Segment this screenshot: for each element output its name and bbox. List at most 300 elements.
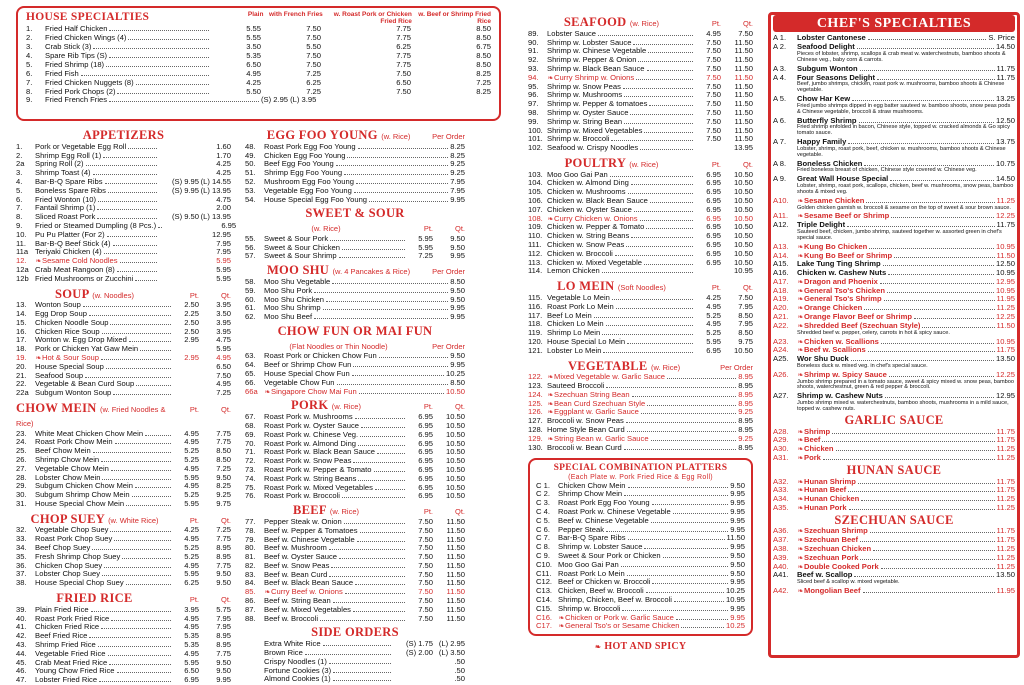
- item-number: 55.: [245, 233, 256, 243]
- dot-leader: [344, 523, 405, 524]
- dot-leader: [630, 114, 693, 115]
- item-number: 54.: [245, 194, 256, 204]
- item-price-pint: 4.95: [184, 463, 199, 473]
- item-name: Mixed Vegetable w. Garlic Sauce: [554, 372, 666, 382]
- item-name: Lobster Sauce: [547, 28, 596, 38]
- pepper-icon: ❧: [797, 243, 804, 251]
- item-name: Hot & Sour Soup: [42, 353, 99, 363]
- item-number: 64.: [245, 360, 256, 370]
- dot-leader: [638, 61, 693, 62]
- item-name: Roast Pork Egg Foo Young: [264, 141, 356, 151]
- dot-leader: [624, 449, 737, 450]
- item-name: Mongolian Beef: [804, 586, 861, 596]
- item-price-pint: 6.95: [418, 464, 433, 474]
- item-description: Golden chicken garnish w. broccoli & sesame on the top of sweet & sour brown sauce.: [797, 204, 1011, 211]
- item-name: Beef w. Scallions: [804, 345, 866, 355]
- item-name: Great Wall House Special: [797, 174, 889, 184]
- item-number: C 3.: [536, 498, 550, 508]
- dot-leader: [99, 681, 171, 682]
- item-price: 8.25: [450, 141, 465, 151]
- item-name: Fried Mushrooms or Zucchini: [35, 273, 134, 283]
- item-name: Seafood Soup: [35, 370, 84, 380]
- item-price-pint: 6.95: [706, 345, 721, 355]
- item-price-pint: 4.95: [706, 319, 721, 329]
- item-price-pint: 7.50: [706, 107, 721, 117]
- item-name: Shrimp w. Broccoli: [558, 603, 621, 613]
- item-number: 85.: [245, 587, 256, 597]
- item-price-quart: 4.95: [216, 379, 231, 389]
- item-name: Wonton w. Egg Drop Mixed: [35, 335, 127, 345]
- pepper-icon: ❧: [797, 563, 804, 571]
- item-price: 8.95: [738, 389, 753, 399]
- item-number: A 9.: [773, 174, 787, 184]
- dot-leader: [129, 341, 171, 342]
- item-name: Beef w. Black Bean Sauce: [264, 578, 354, 588]
- item-number: C 1.: [536, 480, 550, 490]
- item-price-quart: .50: [454, 656, 465, 666]
- item-number: A13.: [773, 241, 789, 251]
- item-name: Chicken w. Broccoli: [547, 248, 613, 258]
- item-number: 94.: [528, 72, 539, 82]
- dot-leader: [107, 236, 157, 237]
- item-number: 29.: [16, 481, 27, 491]
- item-number: C17.: [536, 621, 553, 631]
- item-price-pint: 2.50: [184, 317, 199, 327]
- dot-leader: [611, 140, 693, 141]
- item-name: Seafood w. Crispy Noodles: [547, 143, 639, 153]
- item-number: 72.: [245, 456, 256, 466]
- dot-leader: [89, 315, 171, 316]
- item-price-pint: 5.25: [184, 551, 199, 561]
- pepper-icon: ❧: [797, 537, 804, 545]
- item-number: 65.: [245, 369, 256, 379]
- menu-item-row: [245, 388, 465, 397]
- item-number: 41.: [16, 622, 27, 632]
- item-number: 129.: [528, 433, 543, 443]
- item-name: Chicken w. Snow Peas: [547, 240, 625, 250]
- pepper-icon: ❧: [797, 546, 804, 554]
- dot-leader: [122, 558, 171, 559]
- item-number: 37.: [16, 569, 27, 579]
- item-price-pint: 7.50: [706, 72, 721, 82]
- item-name: Beef w. Oyster Sauce: [264, 552, 338, 562]
- item-price: 9.95: [730, 515, 745, 525]
- item-price-pint: 5.95: [418, 233, 433, 243]
- item-number: 38.: [16, 578, 27, 588]
- item-price: 9.50: [450, 285, 465, 295]
- item-price-pint: 4.25: [706, 292, 721, 302]
- item-price: 10.95: [995, 268, 1015, 278]
- dot-leader: [358, 148, 449, 149]
- item-price-pint: 7.50: [418, 525, 433, 535]
- pepper-icon: ❧: [797, 278, 804, 286]
- beef-col-pt: Pt.: [423, 507, 433, 517]
- item-price: 7.50: [306, 33, 321, 43]
- item-price-pint: 7.50: [418, 560, 433, 570]
- item-price-quart: 7.75: [216, 648, 231, 658]
- item-name: Subgum Wonton: [797, 63, 858, 73]
- item-price: 9.50: [450, 294, 465, 304]
- item-price: 11.95: [996, 294, 1015, 304]
- lo-mein-title: LO MEIN: [557, 279, 615, 294]
- dot-leader: [339, 257, 405, 258]
- menu-item-row: [16, 500, 231, 509]
- item-price-pint: 7.50: [418, 596, 433, 606]
- item-number: 92.: [528, 55, 539, 65]
- item-number: 26.: [16, 454, 27, 464]
- pork-col-pt: Pt.: [423, 402, 433, 412]
- item-number: A34.: [773, 494, 789, 504]
- item-number: 107.: [528, 204, 543, 214]
- item-price: 9.25: [738, 407, 753, 417]
- item-number: A 3.: [773, 63, 787, 73]
- item-price: 6.75: [476, 42, 491, 52]
- item-price-quart: 7.75: [216, 428, 231, 438]
- dot-leader: [132, 496, 171, 497]
- item-price: 5.55: [246, 33, 261, 43]
- dot-leader: [126, 505, 171, 506]
- item-name: House Special Egg Foo Young: [264, 194, 368, 204]
- item-price-quart: 5.95: [216, 256, 231, 266]
- item-name: Fantail Shrimp (1): [35, 203, 96, 213]
- item-name: Roast Pork Lo Mein: [558, 568, 625, 578]
- col-fries: with French Fries: [268, 11, 323, 18]
- item-price-pint: 6.95: [706, 169, 721, 179]
- dot-leader: [110, 324, 171, 325]
- item-number: 109.: [528, 222, 543, 232]
- item-name: Vegetable Fried Rice: [35, 648, 106, 658]
- dot-leader: [329, 576, 405, 577]
- item-price-pint: (S) 1.75: [405, 639, 433, 649]
- pepper-icon: ❧: [547, 391, 554, 399]
- item-price: 11.75: [996, 526, 1015, 536]
- item-name: Szechuan Beef: [804, 535, 859, 545]
- item-number: A 7.: [773, 137, 787, 147]
- dot-leader: [135, 280, 157, 281]
- szechuan-title: SZECHUAN SAUCE: [834, 512, 954, 527]
- egg-foo-young-col: Per Order: [432, 132, 465, 141]
- menu-item-row: [16, 389, 231, 398]
- item-price-pint: 6.95: [706, 213, 721, 223]
- item-name: Orange Chicken: [804, 303, 863, 313]
- item-number: 3.: [16, 168, 23, 178]
- item-number: A33.: [773, 485, 789, 495]
- dot-leader: [358, 445, 405, 446]
- pepper-icon: ❧: [797, 588, 804, 596]
- dot-leader: [355, 418, 405, 419]
- item-price: 7.95: [450, 176, 465, 186]
- item-name: Roast Pork w. Mushrooms: [264, 412, 353, 422]
- dot-leader: [136, 84, 209, 85]
- item-number: 32.: [16, 525, 27, 535]
- moo-shu-title: MOO SHU: [266, 263, 330, 278]
- item-price-pint: 6.95: [706, 240, 721, 250]
- item-number: 12.: [16, 256, 27, 266]
- item-price-quart: 11.50: [446, 613, 465, 623]
- item-name: Beef w. Snow Peas: [264, 560, 330, 570]
- item-price-pint: 4.95: [706, 301, 721, 311]
- dot-leader: [97, 209, 157, 210]
- item-price: 7.95: [450, 185, 465, 195]
- item-number: 105.: [528, 187, 543, 197]
- house-specialties-list: [26, 25, 491, 105]
- item-price-quart: 1.60: [216, 141, 231, 151]
- dot-leader: [628, 193, 694, 194]
- item-name: House Special Chow Fun: [264, 369, 350, 379]
- item-price: 9.50: [730, 568, 745, 578]
- dot-leader: [102, 575, 171, 576]
- dot-leader: [379, 357, 449, 358]
- item-name: Sliced Roast Pork: [35, 212, 96, 222]
- item-number: 87.: [245, 604, 256, 614]
- item-price-quart: 7.25: [216, 388, 231, 398]
- item-name: Four Seasons Delight: [797, 72, 876, 82]
- item-price-pint: 2.95: [184, 353, 199, 363]
- item-price-pint: 7.50: [706, 99, 721, 109]
- dot-leader: [333, 680, 391, 681]
- dot-leader: [93, 48, 209, 49]
- dot-leader: [355, 584, 405, 585]
- item-price-quart: 11.50: [734, 72, 753, 82]
- egg-foo-young-section: [245, 129, 465, 204]
- item-number: 49.: [245, 150, 256, 160]
- chow-mein-title: CHOW MEIN: [16, 401, 97, 416]
- item-price: 9.95: [730, 524, 745, 534]
- item-name: Shrimp Chow Mein: [558, 489, 623, 499]
- item-price-quart: 10.50: [733, 187, 753, 197]
- appetizers-title: APPETIZERS: [82, 128, 165, 142]
- item-price-pint: 6.95: [184, 675, 199, 685]
- item-number: 12a: [16, 264, 29, 274]
- pepper-icon: ❧: [558, 614, 565, 622]
- item-price: 11.50: [996, 250, 1015, 260]
- item-number: A25.: [773, 354, 789, 364]
- item-number: 99.: [528, 116, 539, 126]
- item-name: Sweet & Sour Shrimp: [264, 251, 337, 261]
- item-price-quart: 1.70: [216, 150, 231, 160]
- item-name: Bar-B-Q Spare Ribs: [558, 533, 626, 543]
- item-number: 70.: [245, 438, 256, 448]
- dot-leader: [663, 557, 729, 558]
- item-price-quart: 9.75: [738, 336, 753, 346]
- item-price-pint: 6.95: [418, 482, 433, 492]
- item-number: 16.: [16, 326, 27, 336]
- item-price: 11.50: [726, 533, 745, 543]
- item-price: 12.25: [995, 369, 1015, 379]
- item-price-pint: 5.95: [184, 498, 199, 508]
- item-number: 108.: [528, 213, 543, 223]
- dot-leader: [98, 201, 157, 202]
- item-number: 61.: [245, 303, 256, 313]
- dot-leader: [114, 540, 171, 541]
- fried-rice-col-pt: Pt.: [189, 595, 199, 605]
- item-name: Shredded Beef (Szechuan Style): [804, 320, 921, 330]
- item-price-pint: 4.95: [184, 613, 199, 623]
- item-price: 11.75: [996, 63, 1015, 73]
- item-number: 46.: [16, 666, 27, 676]
- item-name: Roast Pork w. Pepper & Tomato: [264, 464, 372, 474]
- item-price: 8.95: [738, 372, 753, 382]
- item-name: Chicken Fried Rice: [35, 622, 100, 632]
- item-number: C16.: [536, 612, 553, 622]
- item-price-quart: 10.50: [445, 482, 465, 492]
- item-price-quart: .50: [454, 674, 465, 684]
- dot-leader: [603, 352, 693, 353]
- item-price-quart: 4.25: [216, 159, 231, 169]
- appetizers-section: [16, 128, 237, 284]
- item-name: Fresh Shrimp Chop Suey: [35, 551, 121, 561]
- dot-leader: [622, 610, 728, 611]
- item-price-pint: 6.95: [706, 231, 721, 241]
- item-price-quart: 11.50: [734, 63, 753, 73]
- item-name: Hunan Chicken: [804, 494, 860, 504]
- pepper-icon: ❧: [797, 437, 804, 445]
- item-number: 33.: [16, 534, 27, 544]
- dot-leader: [128, 148, 157, 149]
- item-name: Fried Half Chicken: [45, 24, 108, 34]
- middle-panel: [528, 14, 753, 652]
- item-name: Boneless Spare Ribs: [35, 185, 106, 195]
- item-price: 11.50: [996, 320, 1015, 330]
- item-number: 6.: [26, 68, 33, 78]
- item-number: 69.: [245, 429, 256, 439]
- dot-leader: [115, 443, 171, 444]
- item-name: Beef or Shrimp Chow Fun: [264, 360, 352, 370]
- item-number: A 6.: [773, 115, 787, 125]
- item-name: Chicken w. Pepper & Tomato: [547, 222, 645, 232]
- item-price: 11.25: [996, 544, 1015, 554]
- item-number: C15.: [536, 603, 553, 613]
- item-number: 34.: [16, 543, 27, 553]
- item-name: Beef w. Scallop: [797, 570, 853, 580]
- item-price-quart: 10.50: [733, 169, 753, 179]
- item-name: Shrimp w. Chinese Vegetable: [547, 46, 647, 56]
- item-name: Chicken w. Oyster Sauce: [547, 204, 632, 214]
- dot-leader: [323, 309, 449, 310]
- item-number: A31.: [773, 452, 789, 462]
- item-price-quart: 11.50: [446, 596, 465, 606]
- item-name: House Special Soup: [35, 361, 104, 371]
- item-name: Sauteed Broccoli: [547, 381, 605, 391]
- item-number: 2.: [16, 150, 23, 160]
- item-price: 8.25: [450, 150, 465, 160]
- item-price-pint: 6.95: [418, 491, 433, 501]
- dot-leader: [120, 262, 157, 263]
- item-number: 9.: [26, 95, 33, 105]
- pepper-icon: ❧: [797, 197, 804, 205]
- dot-leader: [93, 174, 157, 175]
- item-number: 93.: [528, 63, 539, 73]
- item-number: 3.: [26, 42, 33, 52]
- item-price-pint: 7.50: [418, 516, 433, 526]
- dot-leader: [631, 237, 693, 238]
- dot-leader: [345, 593, 405, 594]
- item-price: 5.35: [246, 50, 261, 60]
- seafood-sub: (w. Rice): [629, 19, 660, 28]
- item-price: 8.95: [738, 381, 753, 391]
- item-price: 8.25: [476, 86, 491, 96]
- pepper-icon: ❧: [547, 74, 554, 82]
- item-number: 56.: [245, 242, 256, 252]
- item-price-pint: 4.95: [184, 437, 199, 447]
- item-price: 5.50: [246, 86, 261, 96]
- dot-leader: [650, 202, 693, 203]
- item-number: 57.: [245, 251, 256, 261]
- item-number: A32.: [773, 476, 789, 486]
- item-price-pint: 7.50: [706, 81, 721, 91]
- dot-leader: [104, 567, 171, 568]
- item-number: 28.: [16, 472, 27, 482]
- item-name: Shrimp w. Pepper & tomatoes: [547, 99, 648, 109]
- item-price: 7.50: [396, 68, 411, 78]
- item-price: 8.50: [450, 377, 465, 387]
- item-name: Crispy Noodles (1): [264, 656, 327, 666]
- dot-leader: [644, 548, 728, 549]
- item-price: 9.95: [730, 542, 745, 552]
- item-number: A18.: [773, 285, 789, 295]
- fried-rice-section: [16, 592, 231, 685]
- menu-item-row: [16, 275, 231, 284]
- chef-title: CHEF'S SPECIALTIES: [773, 15, 1015, 32]
- item-name: Chicken: [804, 444, 834, 454]
- dot-leader: [612, 299, 693, 300]
- item-price-pint: (S) 9.50: [171, 212, 199, 222]
- item-number: C11.: [536, 568, 552, 578]
- dot-leader: [113, 394, 171, 395]
- item-number: A42.: [773, 586, 789, 596]
- dot-leader: [374, 471, 406, 472]
- item-name: Moo Shu Shrimp: [264, 303, 321, 313]
- item-number: 121.: [528, 345, 543, 355]
- dot-leader: [145, 435, 171, 436]
- item-price-pint: 6.95: [706, 204, 721, 214]
- chop-suey-sub: (w. White Rice): [108, 515, 159, 525]
- soup-sub: (w. Noodles): [92, 290, 134, 300]
- dot-leader: [369, 201, 448, 202]
- item-name: Pork or Vegetable Egg Roll: [35, 141, 127, 151]
- item-price-pint: 4.95: [184, 648, 199, 658]
- item-price-pint: 6.95: [418, 456, 433, 466]
- item-name: Chicken or Pork w. Garlic Sauce: [565, 612, 674, 622]
- dot-leader: [616, 308, 693, 309]
- menu-item-row: [16, 676, 231, 685]
- item-number: 81.: [245, 552, 256, 562]
- item-price: 3.50: [246, 42, 261, 52]
- chow-mein-sub: (w. Fried Noodles & Rice): [16, 405, 166, 428]
- menu-item-row: [528, 347, 753, 356]
- item-price-quart: 11.50: [734, 90, 753, 100]
- item-price-quart: 7.75: [216, 560, 231, 570]
- item-price-quart: 7.75: [216, 534, 231, 544]
- pepper-icon: ❧: [35, 258, 42, 266]
- item-price-quart: 11.50: [446, 587, 465, 597]
- item-price: 6.50: [396, 77, 411, 87]
- item-number: 82.: [245, 560, 256, 570]
- dot-leader: [332, 283, 448, 284]
- soup-title: SOUP: [55, 286, 89, 301]
- dot-leader: [117, 672, 172, 673]
- item-price-quart: 8.50: [216, 454, 231, 464]
- item-number: A40.: [773, 561, 789, 571]
- item-number: 89.: [528, 28, 539, 38]
- item-number: 118.: [528, 319, 543, 329]
- item-price-quart: 9.50: [216, 569, 231, 579]
- item-price: 12.25: [995, 312, 1015, 322]
- item-price: 12.95: [995, 276, 1015, 286]
- item-price: 5.55: [246, 24, 261, 34]
- item-number: 4.: [26, 50, 33, 60]
- item-price-pint: 5.25: [184, 446, 199, 456]
